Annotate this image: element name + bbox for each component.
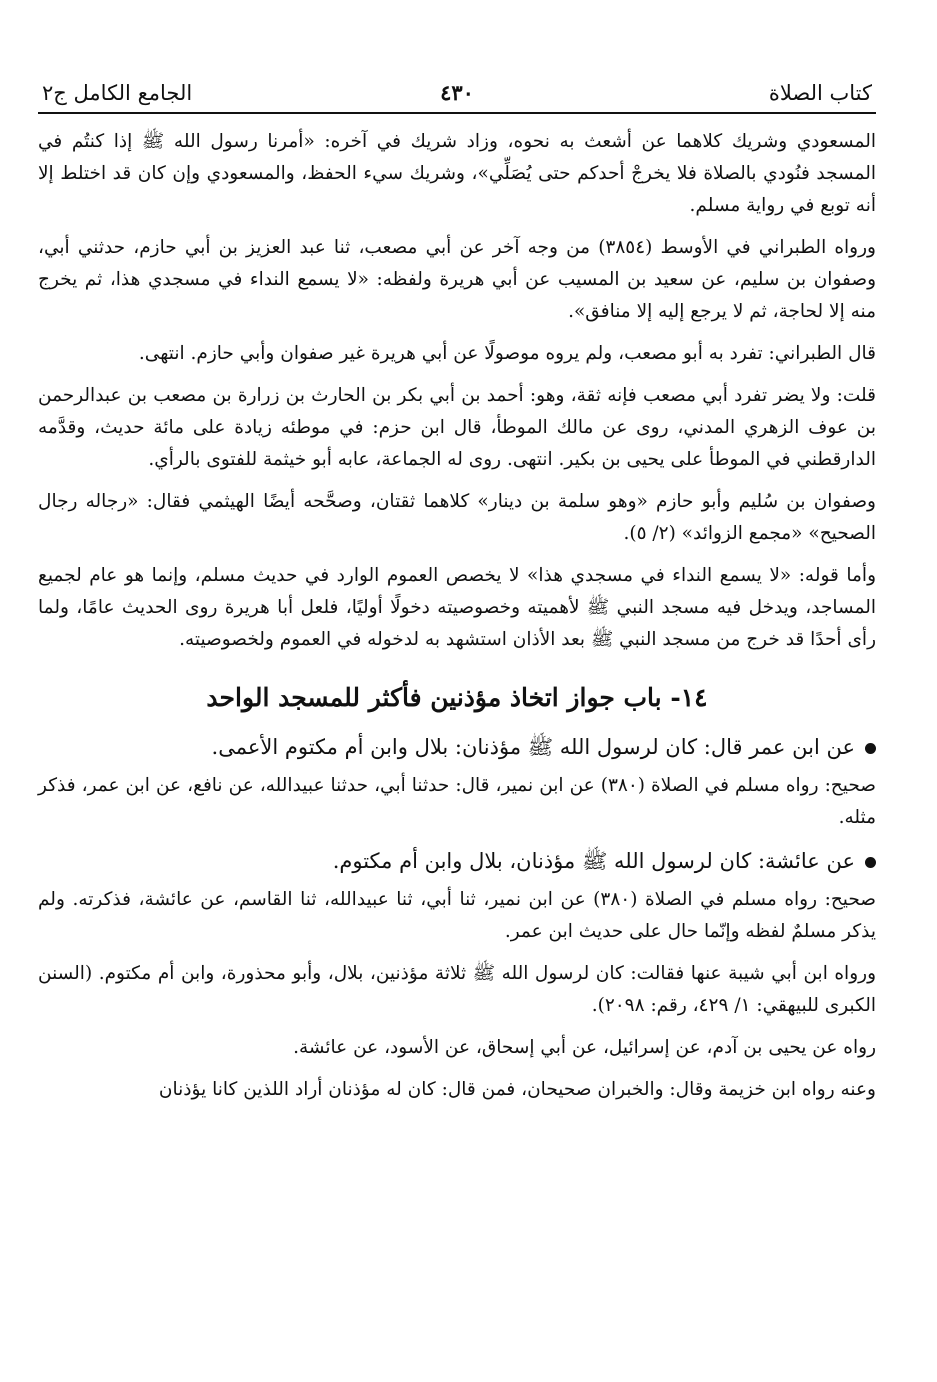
hadith-1-text: عن ابن عمر قال: كان لرسول الله ﷺ مؤذنان: بلال وابن أم مكتوم الأعمى. [211, 735, 855, 759]
book-title: كتاب الصلاة [768, 81, 872, 105]
paragraph-6: وأما قوله: «لا يسمع النداء في مسجدي هذا» لا يخصص العموم الوارد في حديث مسلم، وإنما هو عام لجميع المساجد، ويدخل فيه مسجد النبي ﷺ لأهميته وخصوصيته دخولًا أوليًا، فلعل أبا هريرة روى الحديث عامًا، ولما رأى أحدًا قد خرج من مسجد النبي ﷺ بعد الأذان استشهد به لدخوله في العموم ولخصوصيته. [38, 565, 876, 650]
volume-title: الجامع الكامل ج٢ [42, 81, 193, 105]
hadith-1-note: صحيح: رواه مسلم في الصلاة (٣٨٠) عن ابن نمير، قال: حدثنا أبي، حدثنا عبيدالله، عن نافع، عن ابن عمر، فذكر مثله. [38, 775, 876, 828]
hadith-1 [38, 730, 876, 764]
paragraph-5: وصفوان بن سُليم وأبو حازم «وهو سلمة بن دينار» كلاهما ثقتان، وصحَّحه أيضًا الهيثمي فقال: «رجاله رجال الصحيح» «مجمع الزوائد» (٢/ ٥). [38, 491, 876, 544]
hadith-2-note-3: رواه عن يحيى بن آدم، عن إسرائيل، عن أبي إسحاق، عن الأسود، عن عائشة. [293, 1037, 876, 1058]
chapter-title: ١٤- باب جواز اتخاذ مؤذنين فأكثر للمسجد الواحد [206, 683, 708, 712]
document-page [38, 64, 876, 1106]
paragraph-3: قال الطبراني: تفرد به أبو مصعب، ولم يروه موصولًا عن أبي هريرة غير صفوان وأبي حازم. انتهى. [138, 343, 876, 364]
paragraph-4: قلت: ولا يضر تفرد أبي مصعب فإنه ثقة، وهو: أحمد بن أبي بكر بن الحارث بن زرارة بن مصعب بن عبدالرحمن بن عوف الزهري المدني، روى عن مالك الموطأ، قال ابن حزم: في موطئه زيادة على مائة حديث، وقدَّمه الدارقطني في الموطأ على يحيى بن بكير. انتهى. روى له الجماعة، عابه أبو خيثمة للفتوى بالرأي. [38, 385, 876, 470]
hadith-2-note-4: وعنه رواه ابن خزيمة وقال: والخبران صحيحان، فمن قال: كان له مؤذنان أراد اللذين كانا يؤذنان [158, 1079, 876, 1100]
bullet-icon [865, 743, 876, 754]
hadith-2-note-2: ورواه ابن أبي شيبة عنها فقالت: كان لرسول الله ﷺ ثلاثة مؤذنين، بلال، وأبو محذورة، وابن أم مكتوم. (السنن الكبرى للبيهقي: ١/ ٤٢٩، رقم: ٢٠٩٨). [38, 963, 876, 1016]
hadith-2-text: عن عائشة: كان لرسول الله ﷺ مؤذنان، بلال وابن أم مكتوم. [332, 849, 855, 873]
paragraph-2: ورواه الطبراني في الأوسط (٣٨٥٤) من وجه آخر عن أبي مصعب، ثنا عبد العزيز بن أبي حازم، حدثني أبي، وصفوان بن سليم، عن سعيد بن المسيب عن أبي هريرة ولفظه: «لا يسمع النداء في مسجدي هذا، ثم يخرج منه إلا لحاجة، ثم لا يرجع إليه إلا منافق». [38, 237, 876, 322]
hadith-2-note: صحيح: رواه مسلم في الصلاة (٣٨٠) عن ابن نمير، ثنا أبي، ثنا عبيدالله، ثنا القاسم، عن عائشة، فذكرته. ولم يذكر مسلمٌ لفظه وإنّما حال على حديث ابن عمر. [38, 889, 876, 942]
bullet-icon [865, 857, 876, 868]
paragraph-1: المسعودي وشريك كلاهما عن أشعث به نحوه، وزاد شريك في آخره: «أمرنا رسول الله ﷺ إذا كنتُم في المسجد فنُودي بالصلاة فلا يخرجْ أحدكم حتى يُصَلِّي»، وشريك سيء الحفظ، والمسعودي وإن كان قد اختلط إلا أنه توبع في رواية مسلم. [38, 131, 876, 216]
page-number: ٤٣٠ [440, 80, 474, 105]
page-header [38, 64, 876, 110]
hadith-2 [38, 844, 876, 878]
